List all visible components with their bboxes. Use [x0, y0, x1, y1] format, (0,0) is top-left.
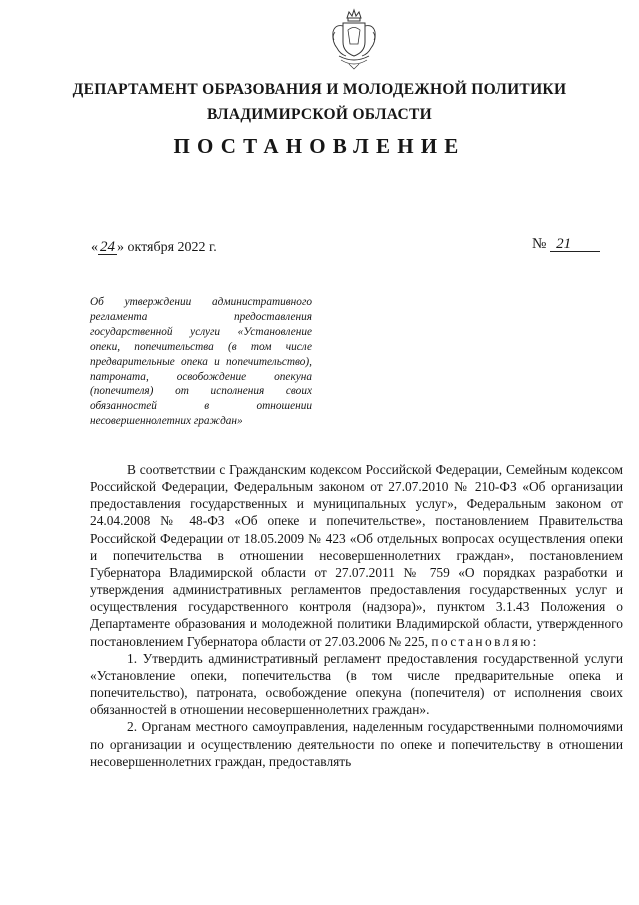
preamble-paragraph [90, 461, 623, 650]
document-date [91, 240, 217, 256]
preamble-text: В соответствии с Гражданским кодексом Российской Федерации, Семейным кодексом Российской Федерации, Федеральным законом от 27.07.2010 № 210-ФЗ «Об организации предоставления государственных и муниципальных услуг», Федеральным законом от 24.04.2008 № 48-ФЗ «Об опеке и попечительстве», постановлением Правительства Российской Федерации от 18.05.2009 № 423 «Об отдельных вопросах осуществления опеки и попечительства в отношении несовершеннолетних граждан», постановлением Губернатора Владимирской области от 27.07.2011 № 759 «О порядках разработки и утверждения административных регламентов предоставления государственных услуг и осуществления государственного контроля (надзора)», пунктом 3.1.43 Положения о Департаменте образования и молодежной политики Владимирской области, утвержденного постановлением Губернатора области от 27.03.2006 № 225, [90, 462, 623, 649]
decree-word: постановляю: [431, 633, 539, 649]
number-value: 21 [550, 237, 600, 252]
document-number [532, 236, 600, 253]
date-open-quote: « [91, 240, 98, 255]
item-2-paragraph: 2. Органам местного самоуправления, наделенным государственными полномочиями по организации и осуществлению деятельности по опеке и попечительству в отношении несовершеннолетних граждан, предоставлять [90, 719, 623, 769]
date-close-quote: » [117, 240, 124, 255]
coat-of-arms-icon [329, 8, 379, 70]
item-1-paragraph: 1. Утвердить административный регламент предоставления государственной услуги «Установление опеки, попечительства (в том числе предварительные опека и попечительство), патроната, освобождение опекуна (попечителя) от исполнения своих обязанностей в отношении несовершеннолетних граждан». [90, 650, 623, 718]
org-title-line-1: ДЕПАРТАМЕНТ ОБРАЗОВАНИЯ И МОЛОДЕЖНОЙ ПОЛИТИКИ [72, 81, 567, 98]
date-day: 24 [100, 239, 115, 255]
date-month-year: октября 2022 г. [127, 240, 217, 255]
document-type: ПОСТАНОВЛЕНИЕ [173, 134, 466, 158]
number-sign: № [532, 236, 547, 252]
org-title-line-2: ВЛАДИМИРСКОЙ ОБЛАСТИ [206, 106, 433, 123]
document-subject: Об утверждении административного регламента предоставления государственной услуги «Установление опеки, попечительства (в том числе предварительные опека и попечительство), патроната, освобождение опекуна (попечителя) от исполнения своих обязанностей в отношении несовершеннолетних граждан» [90, 296, 312, 428]
document-body [90, 461, 623, 770]
